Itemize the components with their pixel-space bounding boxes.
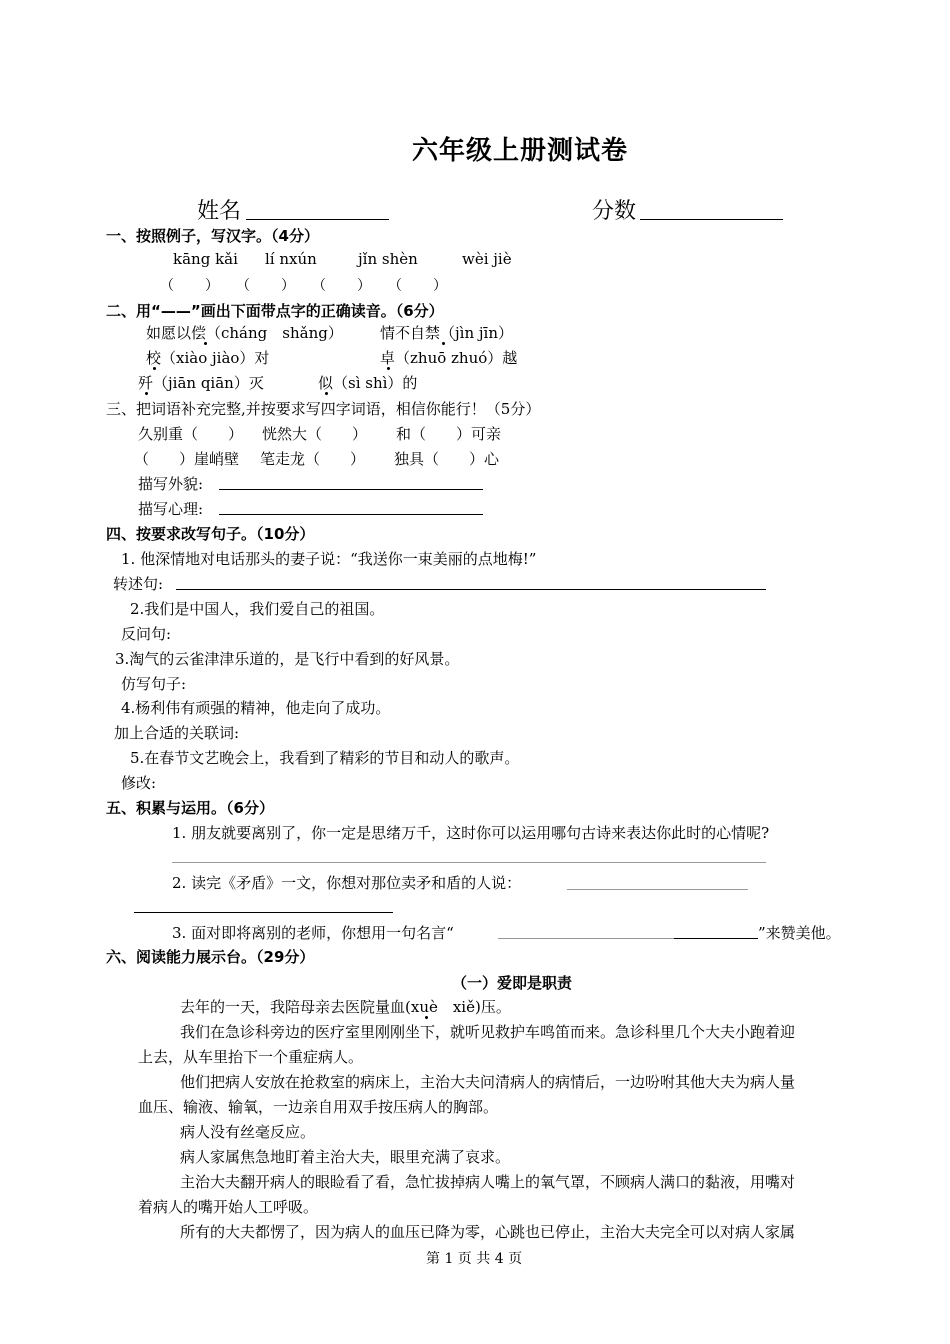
pinyin-3: jǐn shèn <box>358 250 418 268</box>
answer-parens[interactable]: （ ） （ ） （ ） （ ） <box>160 278 448 294</box>
page-footer: 第 1 页 共 4 页 <box>426 1251 523 1267</box>
idiom-1[interactable]: 久别重（ ） <box>138 425 244 443</box>
reading-item-5: 歼（jiān qiān）灭 <box>138 374 264 392</box>
passage-p6a: 主治大夫翻开病人的眼睑看了看，急忙拔掉病人嘴上的氧气罩，不顾病人满口的黏液，用嘴对 <box>180 1173 796 1191</box>
emphasis-dot <box>325 392 328 395</box>
idiom-6[interactable]: 独具（ ）心 <box>394 450 500 468</box>
emphasis-dot <box>145 392 148 395</box>
reading-item-1: 如愿以偿（cháng shǎng） <box>146 324 343 342</box>
answer-4-4-label: 加上合适的关联词: <box>114 724 240 742</box>
score-label: 分数 <box>592 199 637 224</box>
reading-item-2: 情不自禁（jìn jīn） <box>380 324 513 342</box>
answer-4-2-label: 反问句: <box>121 625 172 643</box>
answer-4-5-label: 修改: <box>121 774 157 792</box>
passage-p6b: 着病人的嘴开始人工呼吸。 <box>138 1198 319 1216</box>
passage-p4: 病人没有丝毫反应。 <box>180 1123 316 1141</box>
emphasis-dot <box>425 1016 428 1019</box>
score-blank[interactable] <box>640 219 783 220</box>
question-4-4: 4.杨利伟有顽强的精神，他走向了成功。 <box>121 699 391 717</box>
passage-p2a: 我们在急诊科旁边的医疗室里刚刚坐下，就听见救护车鸣笛而来。急诊科里几个大夫小跑着迎 <box>180 1023 796 1041</box>
idiom-3[interactable]: 和（ ）可亲 <box>396 425 502 443</box>
emphasis-dot <box>442 342 445 345</box>
idiom-5[interactable]: 笔走龙（ ） <box>260 450 366 468</box>
pinyin-1: kāng kǎi <box>173 250 238 268</box>
passage-title: （一）爱即是职责 <box>452 974 573 992</box>
section-5-heading: 五、积累与运用。（6分） <box>106 799 274 817</box>
reading-item-6: 似（sì shì）的 <box>318 374 418 392</box>
emphasis-dot <box>204 342 207 345</box>
name-label: 姓名 <box>197 199 242 224</box>
answer-5-2-blank-cont[interactable] <box>134 912 393 913</box>
answer-4-3-label: 仿写句子: <box>121 675 187 693</box>
emphasis-dot <box>153 367 156 370</box>
answer-5-3-blank[interactable] <box>498 938 674 939</box>
emphasis-dot <box>387 367 390 370</box>
passage-p2b: 上去，从车里抬下一个重症病人。 <box>138 1048 364 1066</box>
passage-p3b: 血压、输液、输氧，一边亲自用双手按压病人的胸部。 <box>138 1098 499 1116</box>
answer-5-1-blank[interactable] <box>172 862 766 863</box>
passage-p7: 所有的大夫都愣了，因为病人的血压已降为零，心跳也已停止，主治大夫完全可以对病人家属 <box>180 1223 796 1241</box>
question-4-2: 2.我们是中国人，我们爱自己的祖国。 <box>130 600 385 618</box>
section-6-heading: 六、阅读能力展示台。（29分） <box>106 948 315 966</box>
reading-item-4: 卓（zhuō zhuó）越 <box>380 349 518 367</box>
question-4-1: 1. 他深情地对电话那头的妻子说：“我送你一束美丽的点地梅!” <box>121 550 537 568</box>
pinyin-2: lí nxún <box>265 250 317 268</box>
idiom-4[interactable]: （ ）崖峭壁 <box>134 450 240 468</box>
section-2-heading: 二、用“——”画出下面带点字的正确读音。（6分） <box>106 302 444 320</box>
page-title: 六年级上册测试卷 <box>412 136 629 166</box>
reading-item-3: 校（xiào jiào）对 <box>146 349 270 367</box>
mind-label: 描写心理: <box>138 500 204 518</box>
question-5-3: 3. 面对即将离别的老师，你想用一句名言“ <box>172 924 454 942</box>
question-5-2: 2. 读完《矛盾》一文，你想对那位卖矛和盾的人说： <box>172 874 522 892</box>
name-blank[interactable] <box>246 219 389 220</box>
idiom-2[interactable]: 恍然大（ ） <box>262 425 368 443</box>
answer-4-1-blank[interactable] <box>176 589 766 590</box>
appearance-label: 描写外貌: <box>138 475 204 493</box>
passage-p5: 病人家属焦急地盯着主治大夫，眼里充满了哀求。 <box>180 1148 511 1166</box>
answer-4-1-label: 转述句: <box>113 575 164 593</box>
appearance-blank[interactable] <box>219 489 483 490</box>
question-4-5: 5.在春节文艺晚会上，我看到了精彩的节目和动人的歌声。 <box>130 749 520 767</box>
answer-5-2-blank[interactable] <box>567 889 748 890</box>
question-5-3-end: ”来赞美他。 <box>758 924 841 942</box>
question-5-1: 1. 朋友就要离别了，你一定是思绪万千，这时你可以运用哪句古诗来表达你此时的心情呢? <box>172 824 770 842</box>
section-1-heading: 一、按照例子，写汉字。（4分） <box>106 227 319 245</box>
answer-5-3-blank-b[interactable] <box>674 938 758 939</box>
passage-p1: 去年的一天，我陪母亲去医院量血(xuè xiě)压。 <box>180 998 511 1016</box>
pinyin-4: wèi jiè <box>462 250 512 268</box>
section-4-heading: 四、按要求改写句子。（10分） <box>106 525 315 543</box>
section-3-heading: 三、把词语补充完整,并按要求写四字词语，相信你能行！（5分） <box>106 400 541 418</box>
passage-p3a: 他们把病人安放在抢救室的病床上，主治大夫问清病人的病情后，一边吩咐其他大夫为病人量 <box>180 1073 796 1091</box>
question-4-3: 3.淘气的云雀津津乐道的，是飞行中看到的好风景。 <box>115 650 460 668</box>
mind-blank[interactable] <box>219 514 483 515</box>
